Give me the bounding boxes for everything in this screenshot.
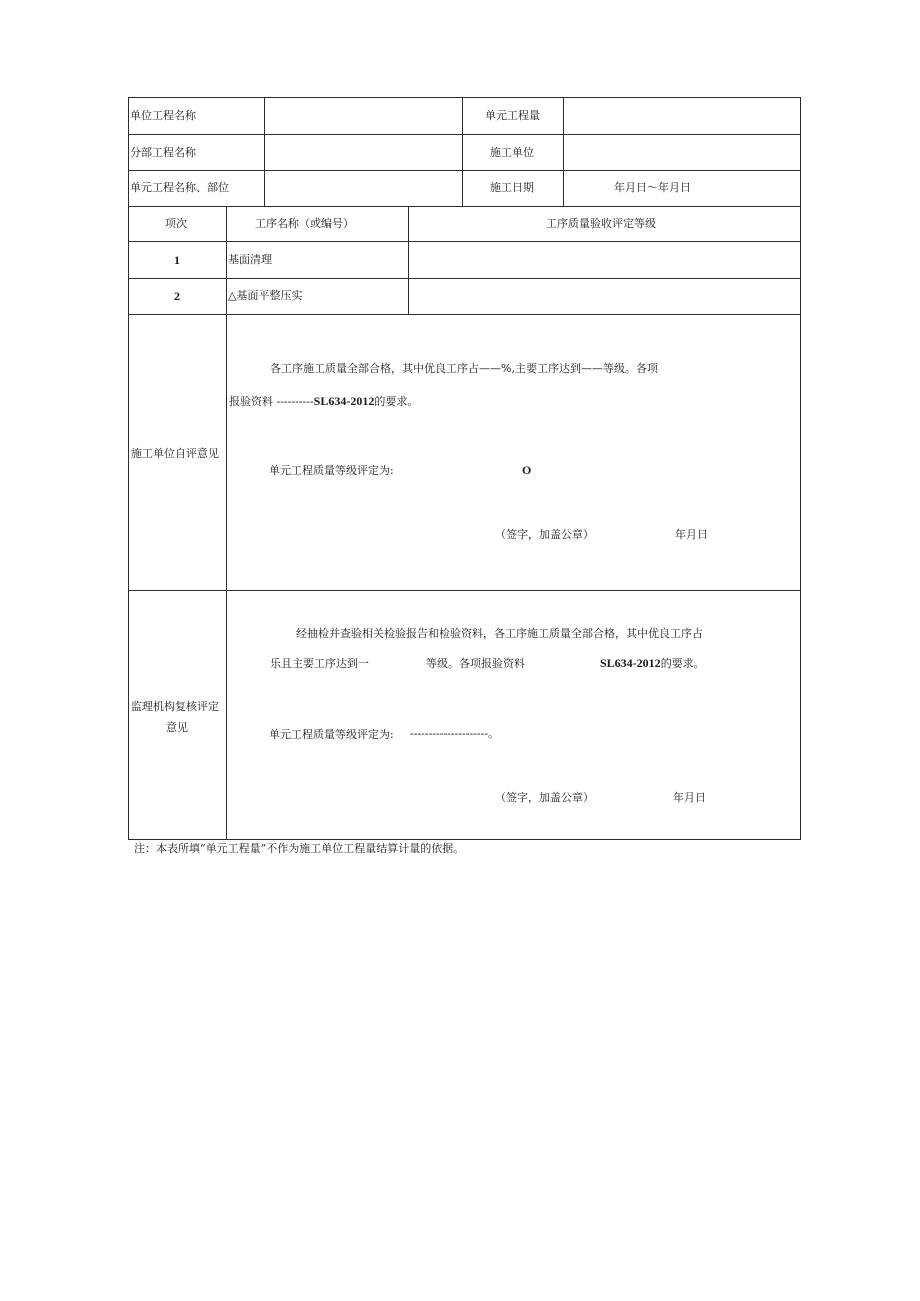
process-row-name: △基面平整压实 [228,289,303,302]
sub-project-label: 分部工程名称 [130,146,196,159]
sub-project-value[interactable] [266,136,461,169]
process-row-grade[interactable] [410,243,799,277]
row-divider [128,241,801,242]
row-divider [128,278,801,279]
footnote: 注：本表所填“单元工程量”不作为施工单位工程量结算计量的依据。 [134,842,465,855]
col-item-header: 项次 [165,217,187,230]
self-eval-date[interactable]: 年月日 [675,528,708,541]
supervisor-eval-date[interactable]: 年月日 [673,791,706,804]
self-eval-text-line2: 报验资料 ----------SL634-2012的要求。 [229,394,419,408]
unit-element-quantity-label: 单元工程量 [485,109,540,122]
row-divider [128,314,801,315]
row-divider [128,170,801,171]
element-name-location-label: 单元工程名称、部位 [130,181,229,194]
col-divider [226,206,227,840]
standard-code: SL634-2012 [600,656,661,670]
process-row-number: 1 [174,253,180,267]
unit-element-quantity-value[interactable] [565,99,799,133]
unit-project-value[interactable] [266,99,461,133]
construction-date-value[interactable]: 年月日～年月日 [614,181,691,194]
standard-code: SL634-2012 [313,394,375,408]
supervisor-eval-text-line2b: 等级。各项报验资料 [426,657,525,670]
construction-date-label: 施工日期 [490,181,534,194]
supervisor-eval-text-line2c: SL634-2012的要求。 [600,656,705,670]
supervisor-eval-label-line1: 监理机构复核评定 [131,700,219,713]
row-divider [128,590,801,591]
supervisor-eval-text-line2a: 乐且主要工序达到一 [270,657,369,670]
row-divider [128,206,801,207]
supervisor-eval-grade-value[interactable]: ---------------------。 [410,727,500,740]
col-divider [408,206,409,314]
col-divider [462,97,463,206]
process-row-number: 2 [174,289,180,303]
process-row-grade[interactable] [410,280,799,313]
self-eval-grade-label: 单元工程质量等级评定为: [269,464,394,477]
self-eval-grade-value[interactable]: O [522,463,532,477]
self-eval-text-line1: 各工序施工质量全部合格，其中优良工序占——%,主要工序达到——等级。各项 [270,362,658,375]
self-eval-signature: （签字，加盖公章） [495,528,594,541]
element-name-location-value[interactable] [266,172,461,205]
self-eval-label: 施工单位自评意见 [131,447,219,460]
unit-project-label: 单位工程名称 [130,109,196,122]
row-divider [128,134,801,135]
construction-unit-value[interactable] [565,136,799,169]
col-grade-header: 工序质量验收评定等级 [546,217,656,230]
col-divider [563,97,564,206]
col-process-name-header: 工序名称（或编号） [255,217,354,230]
supervisor-eval-label-line2: 意见 [166,721,188,734]
construction-unit-label: 施工单位 [490,146,534,159]
supervisor-eval-grade-label: 单元工程质量等级评定为: [269,728,394,741]
supervisor-eval-signature: （签字，加盖公章） [495,791,594,804]
supervisor-eval-text-line1: 经抽检并查验相关检验报告和检验资料，各工序施工质量全部合格，其中优良工序占 [296,627,703,640]
col-divider [264,97,265,206]
process-row-name: 基面清理 [228,253,272,266]
